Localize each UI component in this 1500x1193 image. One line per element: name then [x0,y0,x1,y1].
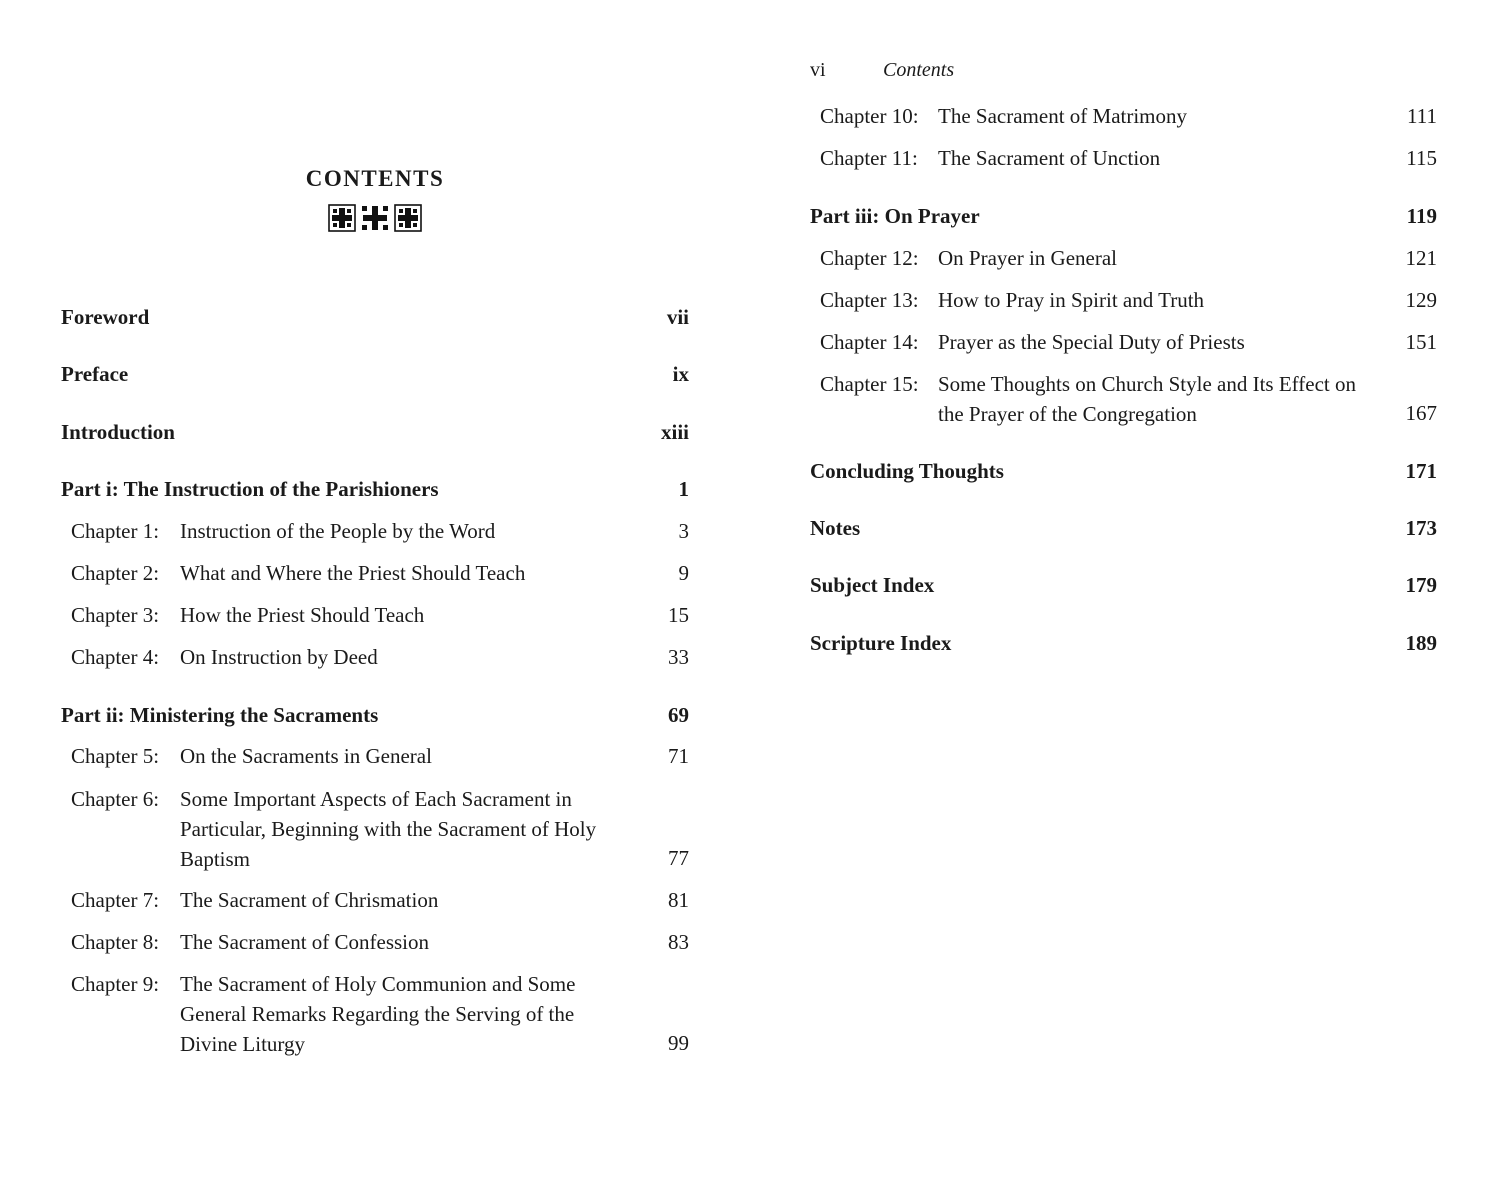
toc-chapter-7[interactable]: The Sacrament of Chrismation [180,888,439,912]
chapter-label: Chapter 4: [71,645,160,669]
toc-chapter-12[interactable]: On Prayer in General [938,246,1118,270]
page-number: xiii [660,420,689,444]
chapter-label: Chapter 10: [820,104,919,128]
page-number: 33 [668,645,689,669]
toc-chapter-11[interactable]: The Sacrament of Unction [938,146,1161,170]
chapter-label: Chapter 1: [71,519,160,543]
chapter-label: Chapter 12: [820,246,919,270]
page-number: 119 [1406,204,1437,228]
page-number: 115 [1406,146,1437,170]
toc-entry-part-1[interactable]: Part i: The Instruction of the Parishioners [61,477,439,501]
contents-title: CONTENTS [305,166,445,191]
page-number: vii [666,305,689,329]
toc-chapter-2[interactable]: What and Where the Priest Should Teach [180,561,526,585]
folio: vi [810,59,826,81]
chapter-label: Chapter 5: [71,744,160,768]
page-number: 83 [668,930,689,954]
page-number: 9 [678,561,689,585]
chapter-label: Chapter 9: [71,972,160,996]
page-number: 111 [1407,104,1437,128]
page-number: 189 [1405,631,1437,655]
page-number: 71 [668,744,689,768]
page-number: 69 [668,703,689,727]
chapter-label: Chapter 2: [71,561,160,585]
chapter-label: Chapter 14: [820,330,919,354]
toc-entry-preface[interactable]: Preface [61,362,129,386]
page-number: 3 [678,519,689,543]
chapter-label: Chapter 15: [820,372,919,396]
page-number: 1 [678,477,689,501]
page-number: 179 [1405,573,1437,597]
toc-entry-introduction[interactable]: Introduction [61,420,175,444]
chapter-label: Chapter 8: [71,930,160,954]
ornamental-cross-pattern-icon [327,203,423,233]
toc-entry-part-3[interactable]: Part iii: On Prayer [810,204,980,228]
chapter-label: Chapter 6: [71,787,160,811]
toc-chapter-3[interactable]: How the Priest Should Teach [180,603,425,627]
page-number: 77 [668,846,689,870]
toc-chapter-13[interactable]: How to Pray in Spirit and Truth [938,288,1205,312]
toc-entry-part-2[interactable]: Part ii: Ministering the Sacraments [61,703,379,727]
toc-chapter-6[interactable]: Some Important Aspects of Each Sacrament in Particular, Beginning with the Sacrament of Holy Baptism [180,787,597,871]
toc-entry-notes[interactable]: Notes [810,516,861,540]
page-number: 81 [668,888,689,912]
toc-chapter-4[interactable]: On Instruction by Deed [180,645,378,669]
page-number: 173 [1405,516,1437,540]
page-number: 167 [1405,401,1437,425]
running-head: Contents [883,59,955,81]
toc-chapter-8[interactable]: The Sacrament of Confession [180,930,430,954]
chapter-label: Chapter 13: [820,288,919,312]
toc-chapter-5[interactable]: On the Sacraments in General [180,744,432,768]
toc-chapter-1[interactable]: Instruction of the People by the Word [180,519,496,543]
chapter-label: Chapter 7: [71,888,160,912]
right-page [750,0,1500,1193]
page-number: 121 [1405,246,1437,270]
page-number: 171 [1405,459,1437,483]
chapter-label: Chapter 3: [71,603,160,627]
toc-chapter-14[interactable]: Prayer as the Special Duty of Priests [938,330,1245,354]
toc-entry-scripture-index[interactable]: Scripture Index [810,631,952,655]
toc-chapter-15[interactable]: Some Thoughts on Church Style and Its Effect on the Prayer of the Congregation [938,372,1357,426]
toc-entry-subject-index[interactable]: Subject Index [810,573,935,597]
page-number: 129 [1405,288,1437,312]
page-number: 15 [668,603,689,627]
page-number: ix [672,362,689,386]
toc-entry-foreword[interactable]: Foreword [61,305,150,329]
page-number: 151 [1405,330,1437,354]
chapter-label: Chapter 11: [820,146,918,170]
toc-entry-concluding-thoughts[interactable]: Concluding Thoughts [810,459,1004,483]
page-number: 99 [668,1031,689,1055]
toc-chapter-9[interactable]: The Sacrament of Holy Communion and Some General Remarks Regarding the Serving of the Divine Liturgy [180,972,576,1056]
toc-chapter-10[interactable]: The Sacrament of Matrimony [938,104,1188,128]
